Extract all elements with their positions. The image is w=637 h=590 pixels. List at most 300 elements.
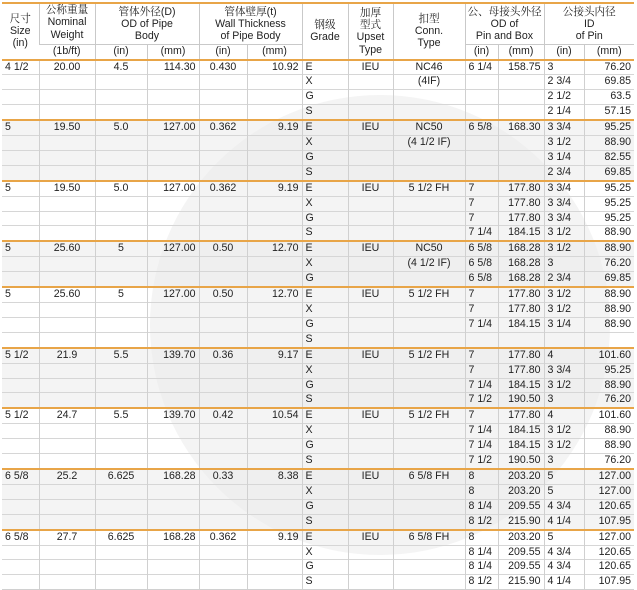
wt-in-cell [199,499,247,514]
od-in-cell [95,136,147,151]
upset-cell: IEU [348,60,393,75]
tjid-in-cell: 3 [544,257,584,272]
wt-mm-cell: 12.70 [247,287,302,302]
od-mm-cell [147,211,199,226]
wt-mm-cell: 9.17 [247,348,302,363]
weight-cell: 24.7 [39,408,95,423]
od-mm-cell: 127.00 [147,241,199,256]
od-mm-cell [147,514,199,529]
tjid-mm-cell: 95.25 [584,181,634,196]
tjod-in-cell: 7 1/4 [465,439,498,454]
tjod-mm-cell: 177.80 [498,287,544,302]
grade-cell: S [302,454,348,469]
upset-cell [348,257,393,272]
tjid-in-cell: 4 3/4 [544,560,584,575]
wt-mm-cell [247,165,302,180]
tjod-in-cell [465,90,498,105]
od-mm-cell [147,332,199,347]
tjid-in-cell: 4 [544,408,584,423]
tjod-mm-cell: 184.15 [498,439,544,454]
grade-cell: X [302,196,348,211]
od-in-cell [95,439,147,454]
size-cell [2,211,39,226]
grade-cell: X [302,363,348,378]
size-cell [2,257,39,272]
conn-cell [393,363,465,378]
tjid-mm-cell: 76.20 [584,393,634,408]
wt-mm-cell [247,257,302,272]
od-in-cell [95,393,147,408]
conn-cell [393,575,465,590]
table-row [2,378,634,393]
weight-cell [39,424,95,439]
tjod-mm-cell [498,332,544,347]
tjod-in-cell: 6 5/8 [465,257,498,272]
od-in-cell [95,575,147,590]
conn-cell [393,454,465,469]
grade-cell: X [302,424,348,439]
size-cell [2,165,39,180]
header-row [2,3,634,45]
tjod-in-cell: 6 5/8 [465,120,498,135]
wt-mm-cell [247,105,302,120]
tjid-in-cell: 2 3/4 [544,165,584,180]
conn-cell [393,272,465,287]
grade-cell: E [302,408,348,423]
table-row [2,560,634,575]
weight-cell [39,393,95,408]
tjod-in-cell: 8 1/2 [465,514,498,529]
unit-tjid-in: (in) [544,45,584,60]
od-mm-cell [147,150,199,165]
tjid-mm-cell: 88.90 [584,303,634,318]
grade-cell: X [302,484,348,499]
weight-cell [39,332,95,347]
od-in-cell: 5.0 [95,181,147,196]
od-mm-cell [147,257,199,272]
tjid-in-cell: 3 1/2 [544,226,584,241]
size-cell: 5 1/2 [2,408,39,423]
grade-cell: X [302,257,348,272]
weight-cell [39,378,95,393]
size-cell [2,317,39,332]
od-in-cell [95,424,147,439]
od-in-cell [95,303,147,318]
table-row [2,530,634,545]
size-cell [2,90,39,105]
tjod-mm-cell: 168.28 [498,257,544,272]
upset-cell [348,393,393,408]
od-mm-cell [147,545,199,560]
table-row [2,484,634,499]
tjod-mm-cell: 184.15 [498,317,544,332]
od-in-cell: 5.0 [95,120,147,135]
tjod-in-cell: 7 1/2 [465,393,498,408]
tjid-mm-cell: 120.65 [584,545,634,560]
wt-in-cell [199,484,247,499]
tjid-mm-cell: 76.20 [584,60,634,75]
header-size: 尺寸 Size (in) [2,3,39,60]
conn-cell [393,226,465,241]
table-row [2,393,634,408]
upset-cell [348,90,393,105]
size-cell [2,105,39,120]
od-mm-cell: 139.70 [147,408,199,423]
tjid-in-cell: 4 1/4 [544,575,584,590]
tjod-in-cell: 7 [465,348,498,363]
size-cell: 6 5/8 [2,469,39,484]
wt-in-cell: 0.362 [199,530,247,545]
weight-cell [39,560,95,575]
table-row [2,211,634,226]
wt-in-cell [199,257,247,272]
tjod-in-cell: 8 1/4 [465,545,498,560]
table-row [2,120,634,135]
od-mm-cell [147,226,199,241]
conn-cell [393,90,465,105]
tjod-mm-cell: 190.50 [498,454,544,469]
upset-cell [348,317,393,332]
upset-cell [348,332,393,347]
upset-cell: IEU [348,181,393,196]
wt-mm-cell [247,363,302,378]
grade-cell: X [302,136,348,151]
tjid-mm-cell: 107.95 [584,514,634,529]
wt-in-cell [199,90,247,105]
od-in-cell [95,165,147,180]
tjod-in-cell [465,165,498,180]
tjod-in-cell: 7 [465,287,498,302]
wt-mm-cell [247,150,302,165]
wt-mm-cell [247,424,302,439]
upset-cell [348,196,393,211]
wt-in-cell: 0.36 [199,348,247,363]
wt-mm-cell [247,75,302,90]
upset-cell: IEU [348,287,393,302]
wt-mm-cell [247,136,302,151]
tjid-mm-cell: 95.25 [584,211,634,226]
tjid-in-cell: 2 3/4 [544,75,584,90]
wt-in-cell [199,363,247,378]
tjod-in-cell: 8 1/4 [465,560,498,575]
wt-in-cell [199,575,247,590]
tjid-mm-cell: 107.95 [584,575,634,590]
tjod-in-cell [465,136,498,151]
tjod-in-cell [465,105,498,120]
wt-in-cell [199,196,247,211]
tjod-in-cell: 7 [465,211,498,226]
od-mm-cell [147,136,199,151]
conn-cell: 6 5/8 FH [393,469,465,484]
od-in-cell [95,363,147,378]
conn-cell [393,545,465,560]
tjod-in-cell: 7 [465,303,498,318]
tjod-mm-cell: 184.15 [498,378,544,393]
weight-cell: 19.50 [39,181,95,196]
od-mm-cell: 127.00 [147,181,199,196]
tjid-in-cell: 3 [544,60,584,75]
upset-cell [348,150,393,165]
wt-mm-cell [247,499,302,514]
tjid-mm-cell: 69.85 [584,75,634,90]
grade-cell: X [302,75,348,90]
grade-cell: G [302,272,348,287]
unit-wt-in: (in) [199,45,247,60]
tjid-mm-cell: 63.5 [584,90,634,105]
wt-mm-cell [247,575,302,590]
grade-cell: G [302,150,348,165]
tjid-in-cell: 5 [544,484,584,499]
size-cell [2,378,39,393]
tjod-in-cell [465,150,498,165]
tjid-mm-cell: 88.90 [584,424,634,439]
table-row [2,60,634,75]
od-mm-cell [147,90,199,105]
tjod-mm-cell: 209.55 [498,545,544,560]
wt-mm-cell [247,393,302,408]
tjod-in-cell: 7 [465,181,498,196]
wt-in-cell [199,378,247,393]
tjod-mm-cell [498,75,544,90]
weight-cell [39,257,95,272]
tjod-in-cell: 7 1/4 [465,317,498,332]
conn-cell [393,165,465,180]
od-mm-cell [147,317,199,332]
wt-in-cell [199,439,247,454]
table-row [2,196,634,211]
tjod-mm-cell [498,150,544,165]
size-cell [2,332,39,347]
weight-cell [39,575,95,590]
weight-cell [39,514,95,529]
table-row [2,348,634,363]
conn-cell [393,424,465,439]
table-row [2,150,634,165]
table-row [2,363,634,378]
table-row [2,272,634,287]
od-mm-cell [147,424,199,439]
wt-in-cell [199,545,247,560]
table-row [2,90,634,105]
wt-in-cell [199,303,247,318]
od-in-cell: 5.5 [95,348,147,363]
tjod-mm-cell: 215.90 [498,575,544,590]
tjid-mm-cell: 76.20 [584,257,634,272]
wt-mm-cell [247,303,302,318]
tjod-mm-cell: 184.15 [498,226,544,241]
grade-cell: E [302,241,348,256]
od-in-cell: 5 [95,287,147,302]
od-in-cell [95,332,147,347]
table-row [2,287,634,302]
weight-cell [39,226,95,241]
grade-cell: G [302,317,348,332]
tjod-mm-cell: 215.90 [498,514,544,529]
weight-cell [39,317,95,332]
conn-cell [393,439,465,454]
upset-cell [348,136,393,151]
tjid-in-cell: 3 1/2 [544,303,584,318]
conn-cell [393,393,465,408]
tjod-in-cell: 7 1/4 [465,378,498,393]
od-mm-cell [147,272,199,287]
od-in-cell [95,378,147,393]
tjid-mm-cell: 88.90 [584,378,634,393]
size-cell [2,136,39,151]
upset-cell [348,75,393,90]
grade-cell: X [302,545,348,560]
wt-mm-cell [247,439,302,454]
upset-cell: IEU [348,469,393,484]
tjid-in-cell: 3 1/2 [544,241,584,256]
wt-in-cell [199,165,247,180]
od-in-cell [95,211,147,226]
upset-cell [348,545,393,560]
size-cell [2,196,39,211]
header-od: 管体外径(D) OD of Pipe Body [95,3,199,45]
tjid-mm-cell: 57.15 [584,105,634,120]
weight-cell: 19.50 [39,120,95,135]
upset-cell: IEU [348,241,393,256]
upset-cell [348,499,393,514]
tjid-mm-cell: 120.65 [584,499,634,514]
size-cell [2,514,39,529]
upset-cell [348,378,393,393]
wt-in-cell [199,454,247,469]
tjod-mm-cell: 203.20 [498,484,544,499]
unit-od-in: (in) [95,45,147,60]
od-mm-cell: 168.28 [147,469,199,484]
od-in-cell [95,257,147,272]
wt-mm-cell: 10.54 [247,408,302,423]
tjid-mm-cell: 127.00 [584,469,634,484]
table-row [2,514,634,529]
tjod-in-cell [465,75,498,90]
grade-cell: S [302,575,348,590]
od-mm-cell [147,303,199,318]
tjid-mm-cell: 88.90 [584,287,634,302]
upset-cell [348,575,393,590]
size-cell [2,272,39,287]
od-in-cell [95,196,147,211]
upset-cell [348,105,393,120]
weight-cell [39,499,95,514]
conn-cell [393,514,465,529]
conn-cell [393,484,465,499]
od-in-cell: 6.625 [95,469,147,484]
wt-in-cell [199,424,247,439]
unit-tjod-mm: (mm) [498,45,544,60]
od-in-cell: 5 [95,241,147,256]
od-mm-cell [147,575,199,590]
size-cell [2,75,39,90]
weight-cell: 21.9 [39,348,95,363]
table-row [2,136,634,151]
tjid-in-cell: 3 1/2 [544,287,584,302]
tjid-in-cell: 4 3/4 [544,545,584,560]
wt-mm-cell [247,378,302,393]
tjod-mm-cell [498,165,544,180]
wt-in-cell [199,332,247,347]
od-mm-cell [147,378,199,393]
grade-cell: E [302,530,348,545]
wt-mm-cell [247,196,302,211]
od-mm-cell [147,75,199,90]
header-pin-id: 公接头内径 ID of Pin [544,3,634,45]
table-row [2,469,634,484]
conn-cell [393,211,465,226]
tjid-mm-cell: 88.90 [584,136,634,151]
od-in-cell [95,272,147,287]
weight-cell: 25.60 [39,241,95,256]
unit-od-mm: (mm) [147,45,199,60]
table-row [2,439,634,454]
tjod-in-cell: 6 5/8 [465,272,498,287]
wt-mm-cell: 9.19 [247,120,302,135]
table-row [2,105,634,120]
tjid-mm-cell: 95.25 [584,363,634,378]
size-cell [2,226,39,241]
upset-cell: IEU [348,120,393,135]
conn-cell [393,499,465,514]
tjod-in-cell [465,332,498,347]
wt-mm-cell: 8.38 [247,469,302,484]
wt-in-cell [199,393,247,408]
tjod-in-cell: 7 [465,363,498,378]
size-cell [2,363,39,378]
upset-cell [348,363,393,378]
conn-cell: (4 1/2 IF) [393,136,465,151]
weight-cell [39,545,95,560]
tjod-mm-cell: 177.80 [498,196,544,211]
tjod-mm-cell: 158.75 [498,60,544,75]
tjid-in-cell: 3 1/2 [544,439,584,454]
header-grade: 钢级 Grade [302,3,348,60]
tjid-in-cell: 3 1/2 [544,136,584,151]
od-in-cell [95,499,147,514]
tjid-mm-cell: 88.90 [584,226,634,241]
tjid-mm-cell: 101.60 [584,348,634,363]
drill-pipe-spec-table [2,2,634,590]
od-in-cell [95,90,147,105]
size-cell: 5 [2,287,39,302]
conn-cell: 5 1/2 FH [393,181,465,196]
header-wall-thickness: 管体壁厚(t) Wall Thickness of Pipe Body [199,3,302,45]
size-cell [2,303,39,318]
wt-mm-cell [247,332,302,347]
size-cell [2,454,39,469]
header-upset-type: 加厚 型式 Upset Type [348,3,393,60]
table-row [2,545,634,560]
grade-cell: S [302,165,348,180]
conn-cell: (4 1/2 IF) [393,257,465,272]
wt-mm-cell: 12.70 [247,241,302,256]
wt-in-cell [199,105,247,120]
od-in-cell [95,317,147,332]
size-cell [2,439,39,454]
tjod-in-cell: 7 [465,196,498,211]
tjid-mm-cell: 95.25 [584,196,634,211]
tjod-mm-cell: 177.80 [498,408,544,423]
tjod-in-cell: 8 1/2 [465,575,498,590]
od-mm-cell [147,439,199,454]
tjod-mm-cell: 190.50 [498,393,544,408]
table-row [2,226,634,241]
tjid-in-cell: 3 [544,393,584,408]
unit-wt-mm: (mm) [247,45,302,60]
upset-cell: IEU [348,530,393,545]
tjod-mm-cell [498,136,544,151]
